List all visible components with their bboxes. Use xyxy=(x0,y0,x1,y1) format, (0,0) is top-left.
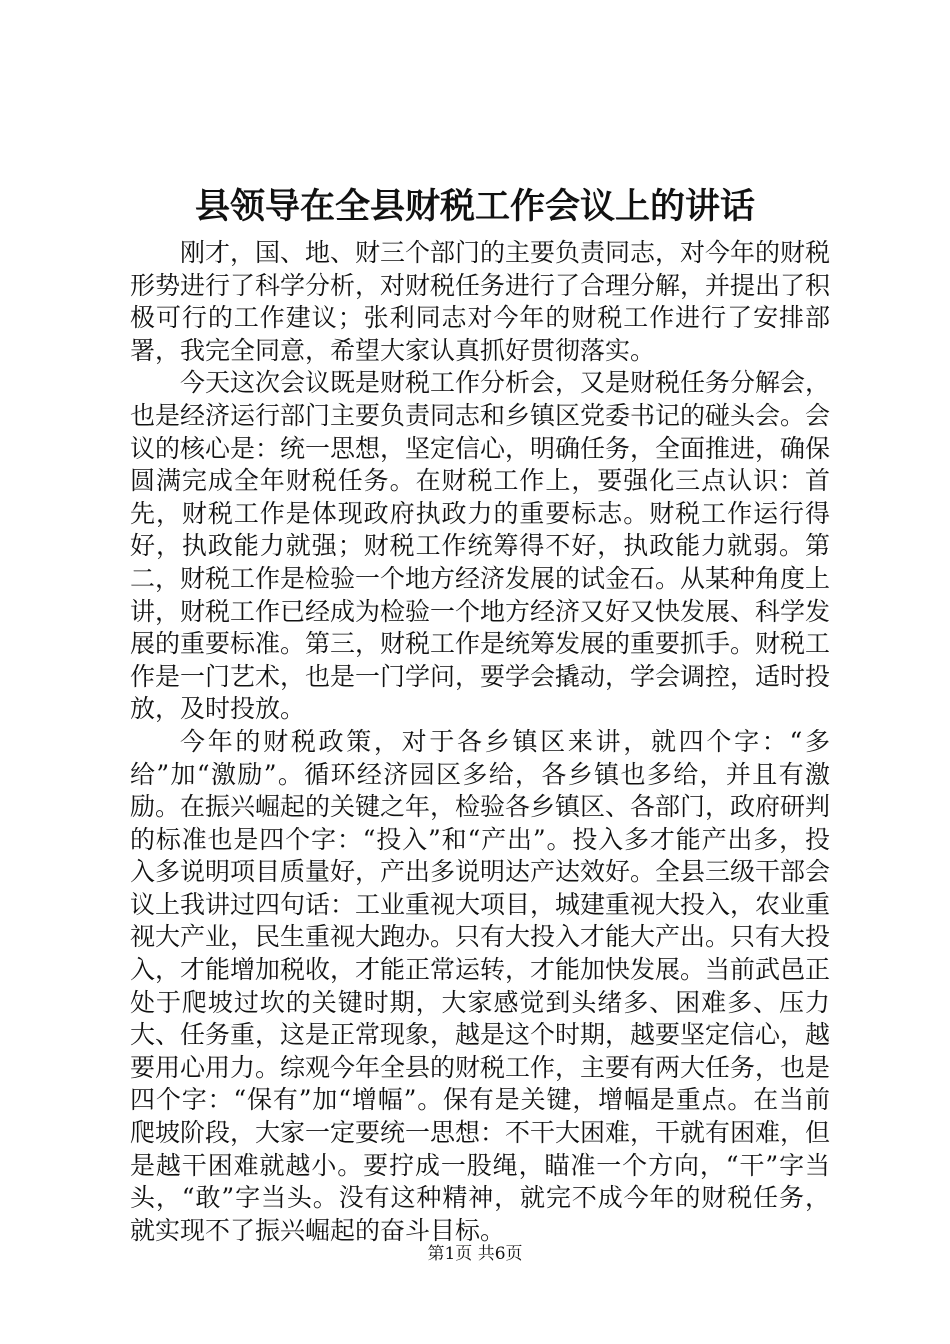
paragraph-3: 今年的财税政策，对于各乡镇区来讲，就四个字：“多给”加“激励”。循环经济园区多给，各乡镇也多给，并且有激励。在振兴崛起的关键之年，检验各乡镇区、各部门，政府研判的标准也是四个字：“投入”和“产出”。投入多才能产出多，投入多说明项目质量好，产出多说明达产达效好。全县三级干部会议上我讲过四句话：工业重视大项目，城建重视大投入，农业重视大产业，民生重视大跑办。只有大投入才能大产出。只有大投入，才能增加税收，才能正常运转，才能加快发展。当前武邑正处于爬坡过坎的关键时期，大家感觉到头绪多、困难多、压力大、任务重，这是正常现象，越是这个时期，越要坚定信心，越要用心用力。综观今年全县的财税工作，主要有两大任务，也是四个字：“保有”加“增幅”。保有是关键，增幅是重点。在当前爬坡阶段，大家一定要统一思想：不干大困难，干就有困难，但是越干困难就越小。要拧成一股绳，瞄准一个方向，“干”字当头，“敢”字当头。没有这种精神，就完不成今年的财税任务，就实现不了振兴崛起的奋斗目标。 xyxy=(130,726,831,1245)
paragraph-1: 刚才，国、地、财三个部门的主要负责同志，对今年的财税形势进行了科学分析，对财税任务进行了合理分解，并提出了积极可行的工作建议；张利同志对今年的财税工作进行了安排部署，我完全同意，希望大家认真抓好贯彻落实。 xyxy=(130,238,831,365)
document-body xyxy=(130,237,830,1247)
document-title: 县领导在全县财税工作会议上的讲话 xyxy=(194,186,755,227)
page-number-footer: 第1页 共6页 xyxy=(427,1244,523,1264)
paragraph-2: 今天这次会议既是财税工作分析会，又是财税任务分解会，也是经济运行部门主要负责同志和乡镇区党委书记的碰头会。会议的核心是：统一思想，坚定信心，明确任务，全面推进，确保圆满完成全年财税任务。在财税工作上，要强化三点认识：首先，财税工作是体现政府执政力的重要标志。财税工作运行得好，执政能力就强；财税工作统筹得不好，执政能力就弱。第二，财税工作是检验一个地方经济发展的试金石。从某种角度上讲，财税工作已经成为检验一个地方经济又好又快发展、科学发展的重要标准。第三，财税工作是统筹发展的重要抓手。财税工作是一门艺术，也是一门学问，要学会撬动，学会调控，适时投放，及时投放。 xyxy=(130,368,831,724)
